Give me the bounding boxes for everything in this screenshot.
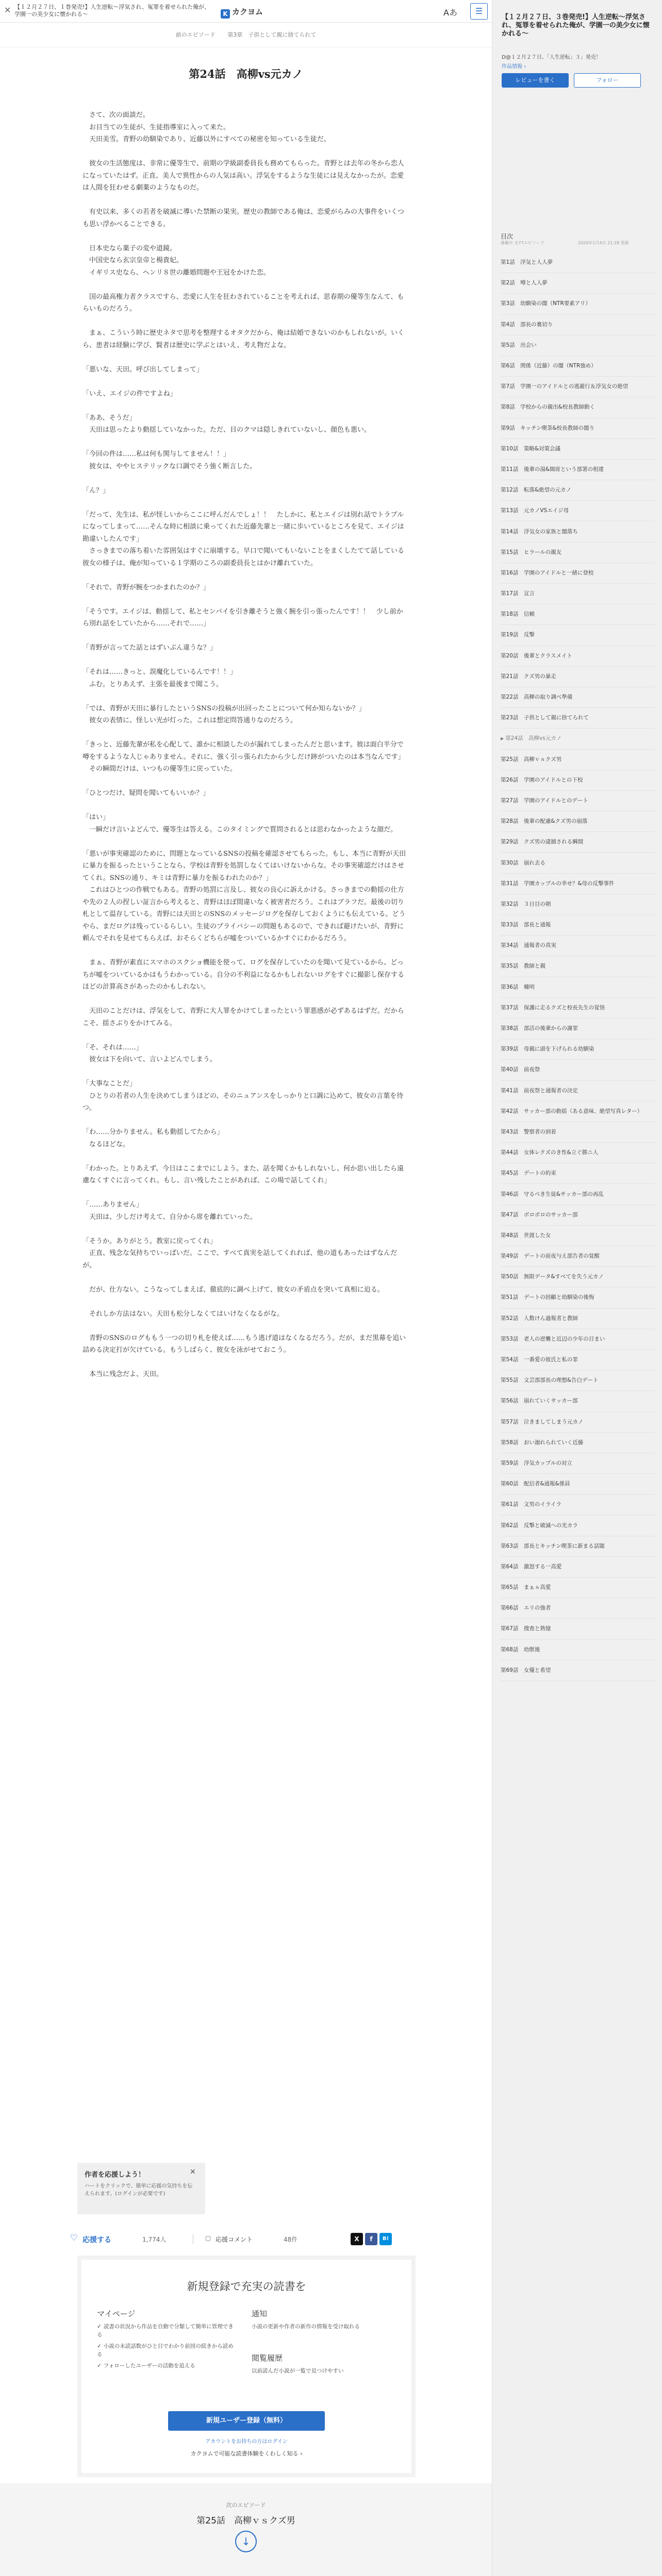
body-paragraph: イギリス史なら、ヘンリ８世の離婚問題や王冠をかけた恋。 [82, 268, 270, 277]
toc-label: 目次 [501, 233, 514, 240]
body-paragraph: まぁ、青野が素直にスマホのスクショ機能を使って、ログを保存していたのを聞いて見ているから、どっちが嘘をついているかはもうわかっている。自分の不利益になるかもしれないログをすぐに撮影し保存するほどの計算高さがあったのかもしれない。 [82, 959, 405, 991]
toc-item[interactable]: 第47話 ボロボロのサッカー部 [501, 1205, 655, 1226]
toc-item[interactable]: 第54話 一番愛の彼氏と私の罪 [501, 1350, 655, 1370]
body-paragraph: 「そ、それは……」 [82, 1043, 143, 1052]
body-paragraph: ひとりの若者の人生を決めてしまうほどの、そのニュアンスをしっかりと口調に込めて、彼女の言葉を待つ。 [82, 1092, 404, 1112]
body-paragraph [82, 376, 409, 388]
body-paragraph: 「ひとつだけ、疑問を聞いてもいいか？」 [82, 789, 210, 797]
body-paragraph: 「はい」 [82, 814, 110, 821]
toc-item[interactable]: 第32話 ３日目の朝 [501, 894, 655, 915]
toc-item[interactable]: 第17話 宣言 [501, 584, 655, 604]
body-paragraph [82, 1320, 409, 1332]
body-paragraph [82, 630, 409, 642]
toc-item[interactable]: 第15話 ヒラールの親友 [501, 543, 655, 563]
toc-item[interactable]: 第38話 部活の後輩からの謝罪 [501, 1019, 655, 1039]
body-paragraph [82, 497, 409, 509]
share-facebook-button[interactable]: f [365, 2233, 377, 2245]
toc-item[interactable]: 第40話 前夜祭 [501, 1060, 655, 1080]
body-paragraph: さっきまでの落ち着いた雰囲気はすぐに崩壊する。早口で聞いてもいないことをまくしたてて話している彼女の様子は、俺が知っている１学期のころの副委員長とはかけ離れていた。 [82, 547, 405, 567]
toc-item[interactable]: 第13話 元カノVSエイジ母 [501, 501, 655, 521]
cheer-count[interactable]: 1,774人 [142, 2236, 167, 2243]
updated-date: 2020年1月4日 21:28 更新 [578, 241, 629, 245]
toc-item[interactable]: 第6話 関係（近藤）の闇（NTR強め） [501, 356, 655, 377]
cheer-author-title: 作者を応援しよう！ [85, 2171, 145, 2179]
body-paragraph: 「わかった。とりあえず、今日はここまでにしよう。また、話を聞くかもしれないし、何か思い出したら遠慮なくすぐに言ってくれ。もし、言い残したことがあれば、この場で話してくれ」 [82, 1164, 404, 1184]
toc-item[interactable]: 第12話 転落&絶望の元カノ [501, 480, 655, 501]
body-paragraph: それしか方法はない。天田も松分しなくてはいけなくなるがな。 [82, 1310, 284, 1318]
toc-item[interactable]: 第3話 幼馴染の闇（NTR要素アリ） [501, 294, 655, 314]
sidebar-work-title[interactable]: 【１２月２７日、３巻発売!】人生逆転〜浮気され、冤罪を着せられた俺が、学園一の美少女に懐かれる〜 [502, 13, 650, 38]
toc-item[interactable]: 第62話 反撃と破滅への光カラ [501, 1515, 655, 1536]
font-settings-button[interactable]: Aあ [443, 8, 457, 18]
body-paragraph: 「きっと、近藤先輩が私を心配して、誰かに相談したのが漏れてしまったんだと思います。彼は面白半分で噂をするような人じゃありません。それに、強く引っ張られたから少しだけ跡がついたのは本当なんです」 [82, 741, 405, 761]
body-paragraph [82, 945, 409, 957]
episode-main [0, 23, 492, 2506]
body-paragraph [82, 654, 409, 667]
toc-item[interactable]: 第65話 まぁｓ高愛 [501, 1578, 655, 1598]
cheer-author-text: ハートをクリックで、簡単に応援の気持ちを伝えられます。(ログインが必要です) [85, 2183, 193, 2197]
toc-item[interactable]: 第19話 反撃 [501, 625, 655, 646]
body-paragraph: 有史以来、多くの若者を破滅に導いた禁断の果実。歴史の教師である俺は、恋愛がらみの大事件をいくつも思い浮かべることできる。 [82, 208, 405, 228]
body-paragraph: だが、仕方ない。こうなってしまえば、徹底的に調べ上げて、彼女の矛盾点を突いて真相に迫る。 [82, 1285, 384, 1294]
history-title: 閲覧履歴 [252, 2353, 283, 2363]
check-icon: ✓ [97, 2343, 102, 2349]
comment-icon: ▢ [205, 2234, 211, 2242]
next-episode-title[interactable]: 第25話 高柳ｖｓクズ男 [196, 2516, 295, 2526]
history-feature: 以前読んだ小説が一覧で見つけやすい [252, 2368, 344, 2374]
toc-item[interactable]: 第57話 泣きましてしまう元カノ [501, 1412, 655, 1433]
toc-item[interactable]: 第11話 後輩の湯&開席という部署の相違 [501, 460, 655, 480]
mypage-feature: ✓ フォローしたユーザーの活動を追える [97, 2363, 195, 2369]
toc-item[interactable]: 第66話 エリの強者 [501, 1598, 655, 1619]
toc-item[interactable]: 第28話 後輩の配慮&クズ男の崩落 [501, 811, 655, 832]
episode-body [82, 109, 409, 1381]
toc-item[interactable]: 第37話 保護に走るクズと校長先生の覚悟 [501, 998, 655, 1019]
check-icon: ✓ [97, 2324, 102, 2330]
body-paragraph: 「悪いな、天田。呼び出してしまって」 [82, 365, 204, 374]
body-paragraph [82, 690, 409, 703]
toc-meta [501, 240, 655, 246]
header-work-title[interactable]: 【１２月２７日、１巻発売!】人生逆転〜浮気され、冤罪を着せられた俺が、学園一の美少女に懐かれる〜 [14, 4, 210, 18]
action-bar [70, 2231, 421, 2247]
toc-item[interactable]: 第49話 デートの前夜与え部告者の覚醒 [501, 1246, 655, 1267]
body-paragraph [82, 569, 409, 582]
sidebar [492, 0, 662, 2576]
toc-item[interactable]: 第58話 おい溺れられていく近藤 [501, 1433, 655, 1453]
body-paragraph: ふむ。とりあえず、主張を最後まで聞こう。 [82, 680, 223, 688]
body-paragraph: 「今回の件は……私は何も関与してません！！」 [82, 450, 230, 458]
episode-nav [0, 23, 492, 47]
toc-item[interactable]: 第44話 女体レクズのき性&立ぐ勝ニ人 [501, 1143, 655, 1163]
toc-item[interactable]: 第55話 文芸部部長の理想&告白デート [501, 1370, 655, 1391]
toc-item[interactable]: 第35話 教師と親 [501, 956, 655, 977]
body-paragraph [82, 194, 409, 207]
notify-feature: 小説の更新や作者の新作の情報を受け取れる [252, 2324, 360, 2330]
toc-item[interactable]: 第29話 クズ男の逮捕される瞬間 [501, 832, 655, 853]
toc-item[interactable]: 第43話 警察者の到着 [501, 1122, 655, 1143]
body-paragraph [82, 279, 409, 291]
body-paragraph: 彼女は下を向いて、言いよどんでしまう。 [82, 1056, 217, 1063]
toc-item[interactable]: 第51話 デートの回顧と幼馴染の後悔 [501, 1287, 655, 1308]
body-paragraph [82, 146, 409, 158]
next-episode-section [0, 2483, 492, 2576]
toc-item[interactable]: 第20話 後輩とクラスメイト [501, 646, 655, 667]
body-paragraph [82, 472, 409, 485]
comment-button[interactable]: 応援コメント [216, 2236, 253, 2243]
body-paragraph [82, 594, 409, 606]
body-paragraph [82, 727, 409, 739]
body-paragraph: お目当ての生徒が、生徒指導室に入って来た。 [82, 123, 230, 131]
close-icon[interactable]: ✕ [190, 2168, 196, 2176]
body-paragraph [82, 836, 409, 848]
body-paragraph: 「では、青野が天田に暴行したというSNSの投稿が出回ったことについて何か知らないか？」 [82, 704, 366, 713]
toc-item[interactable]: 第14話 浮気女の家族と闇落ち [501, 521, 655, 542]
body-paragraph [82, 400, 409, 412]
menu-button[interactable] [470, 3, 488, 20]
body-paragraph [82, 1029, 409, 1042]
logo-icon: K [221, 9, 230, 19]
body-paragraph [82, 1066, 409, 1078]
body-paragraph: 「ああ、そうだ」 [82, 414, 136, 422]
cheer-button[interactable]: 応援する [82, 2236, 111, 2244]
body-paragraph: 中国史なら玄宗皇帝と楊貴妃。 [82, 257, 184, 264]
next-episode-label: 次のエピソード [226, 2502, 266, 2509]
toc-item[interactable]: 第5話 出会い [501, 335, 655, 356]
body-paragraph [82, 1223, 409, 1235]
prev-episode-link[interactable]: 前のエピソード [175, 31, 216, 38]
toc-item[interactable]: 第31話 学園カップルの幸せ？&母の反撃事件 [501, 874, 655, 894]
body-paragraph [82, 1114, 409, 1127]
toc-item[interactable]: 第16話 学園のアイドルと一緒に登校 [501, 563, 655, 584]
toc-item[interactable]: 第56話 崩れていくサッカー部 [501, 1391, 655, 1412]
body-paragraph: 天田は、少しだけ考えて、自分から席を離れていった。 [82, 1213, 257, 1221]
toc-item[interactable]: 第67話 捜査と熟憶 [501, 1619, 655, 1639]
body-paragraph [82, 1296, 409, 1308]
arrow-down-icon[interactable]: ↓ [235, 2531, 257, 2552]
body-paragraph: さて、次の面談だ。 [82, 111, 150, 119]
body-paragraph: 「それで、青野が腕をつかまれたのか？」 [82, 583, 210, 591]
body-paragraph [82, 315, 409, 328]
toc-item[interactable]: 第41話 前夜祭と通報者の決定 [501, 1081, 655, 1101]
body-paragraph: 一瞬だけ言いよどんで、優等生は答える。このタイミングで質問されるとは思わなかったような顔だ。 [82, 825, 398, 834]
notify-title: 通知 [252, 2309, 268, 2318]
learn-more-link[interactable]: カクヨムで可能な読書体験をくわしく知る › [190, 2450, 303, 2457]
body-paragraph: 青野のSNSのログももう一つの切り札を使えば……もう逃げ道はなくなるだろう。だが、まだ黒幕を追い詰める決定打が欠けている。もうしばらく、彼女を泳がせておこう。 [82, 1334, 406, 1354]
toc-list [501, 252, 655, 1681]
toc-item[interactable]: 第52話 人数けん過報者と教師 [501, 1309, 655, 1329]
mypage-feature: ✓ 小説の未読話数がひと目でわかり前回の続きから読める [97, 2343, 234, 2358]
body-paragraph: なるほどな。 [82, 1140, 130, 1148]
toc-item[interactable]: 第60話 配信者&通報&係員 [501, 1474, 655, 1495]
body-paragraph: 本当に残念だよ、天田。 [82, 1370, 163, 1378]
body-paragraph [82, 351, 409, 364]
toc-item[interactable]: 第9話 キッチン喫茶&校長教師の闇り [501, 418, 655, 439]
episode-count: 連載中 全77エピソード [501, 241, 544, 245]
toc-item[interactable]: 第8話 学校からの親出&校長教師動く [501, 397, 655, 418]
mypage-title: マイページ [97, 2309, 136, 2318]
toc-item[interactable]: 第68話 幼獣後 [501, 1640, 655, 1660]
body-paragraph: 天田は思ったより動揺していなかった。ただ、目のクマは隠しきれていないし、顔色も悪い。 [82, 426, 371, 434]
register-button[interactable]: 新規ユーザー登録（無料） [168, 2411, 325, 2431]
check-icon: ✓ [97, 2363, 102, 2369]
body-paragraph: 「わ……分かりません。私も動揺してたから」 [82, 1128, 224, 1136]
body-paragraph: 国の最高権力者クラスですら、恋愛に人生を狂わされていることを考えれば、思春期の優等生なんて、もらいものだろう。 [82, 293, 404, 313]
toc-item[interactable]: 第21話 クズ男の暴走 [501, 667, 655, 687]
toc-item[interactable]: 第34話 通報者の真実 [501, 936, 655, 956]
body-paragraph: 「そうです。エイジは、動揺して、私とセンパイを引き離そうと強く腕を引っ張ったんです！！ 少し前から別れ話をしていたから……それで……」 [82, 607, 403, 628]
body-paragraph: これはひとつの作戦でもある。青野の処罰に言及し、彼女の良心に訴えかける。さっきまでの動揺の仕方や先の２人の捏しい証言から考えると、青野はほぼ間違いなく被害者だろう。これはブラフだ。最後の切り札として温存している。青野には天田とのSNSのメッセージログを保存しておくようにも伝えている。どうやら、まだログは残っているらしい。生徒のプライバシーの問題もあるので、できれば避けたいが、青野に頼んでそれを見せてもらえば、おそらくどちらが嘘をついているかすぐにわかるだろう。 [82, 886, 406, 942]
logo-text: カクヨム [232, 7, 263, 16]
toc-item[interactable]: 第46話 守るべき生徒&サッカー部の再乱 [501, 1184, 655, 1205]
toc-item[interactable]: 第22話 高柳の取り調べ準備 [501, 687, 655, 708]
toc-item[interactable]: 第59話 浮気カップルの対立 [501, 1453, 655, 1474]
body-paragraph: 彼女の生活態度は、非常に優等生で、前期の学級副委員長も務めてもらった。青野とは去年の冬から恋人になっていたはず。正直、美人で異性からの人気は高い。浮気をするような生徒には見えなかったが。恋愛は人間を狂わせる劇薬のようなものだ。 [82, 160, 404, 192]
toc-item[interactable]: 第7話 学園一のアイドルとの逃避行＆浮気女の絶望 [501, 377, 655, 397]
toc-item[interactable]: 第4話 部長の裏切り [501, 315, 655, 335]
close-icon[interactable]: ✕ [4, 5, 11, 15]
body-paragraph: 「そうか。ありがとう。教室に戻ってくれ」 [82, 1237, 217, 1245]
body-paragraph: 天田のことだけは、浮気をして、青野に大人罪をかけてしまったという罪悪感が必ずあるはずだ。だからこそ、揺さぶりをかけてみる。 [82, 1007, 404, 1027]
body-paragraph: 「それは……きっと、誤魔化しているんです！！」 [82, 668, 237, 676]
body-paragraph [82, 800, 409, 812]
body-paragraph [82, 1357, 409, 1369]
toc-item[interactable]: 第36話 種明 [501, 977, 655, 998]
body-paragraph: 「ん？」 [82, 486, 110, 495]
body-paragraph [82, 775, 409, 788]
mypage-feature: ✓ 読書の状況から作品を自動で分類して簡単に管理できる [97, 2324, 234, 2338]
toc-item[interactable]: 第53話 老人の逆襲と近辺の少年の目まい [501, 1329, 655, 1350]
register-box [77, 2256, 416, 2477]
toc-item[interactable]: 第48話 世渡した女 [501, 1226, 655, 1246]
sidebar-author[interactable]: D@１２月２７日、「人生逆転」３」発売！ [502, 55, 601, 60]
follow-button[interactable]: フォロー [574, 73, 641, 88]
toc-item[interactable]: 第69話 女優と希望 [501, 1660, 655, 1681]
body-paragraph: 彼女の表情に、怪しい光が灯った。これは想定問答通りなのだろう。 [82, 717, 297, 724]
share-hatena-button[interactable]: B! [379, 2233, 392, 2245]
toc-item[interactable]: 第23話 子供として親に捨てられて [501, 708, 655, 728]
body-paragraph: 「いえ、エイジの件ですよね」 [82, 389, 177, 398]
toc-item[interactable]: 第1話 浮気と人人夢 [501, 252, 655, 273]
toc-item[interactable]: 第50話 無限データ&すべてを失う元カノ [501, 1267, 655, 1287]
toc-item[interactable]: 第33話 部長と通報 [501, 915, 655, 936]
toc-item[interactable]: 第10話 策略&対策会議 [501, 439, 655, 460]
body-paragraph [82, 436, 409, 449]
body-paragraph [82, 1187, 409, 1199]
body-paragraph [82, 1272, 409, 1284]
toc-item[interactable]: 第45話 デートの約束 [501, 1163, 655, 1184]
work-info-link[interactable]: 作品情報 › [502, 64, 526, 70]
register-title: 新規登録で充実の読書を [187, 2280, 306, 2293]
body-paragraph: その瞬間だけは、いつもの優等生に戻っていた。 [82, 765, 237, 773]
body-paragraph: 「青野が言ってた話とはずいぶん違うな？」 [82, 644, 217, 652]
toc-item[interactable]: 第26話 学園のアイドルとの下校 [501, 770, 655, 791]
toc-item[interactable]: 第18話 信頼 [501, 604, 655, 625]
share-x-button[interactable]: X [351, 2233, 363, 2245]
toc-item[interactable]: 第63話 部長とキッチン喫茶に新まる話題 [501, 1536, 655, 1557]
section-name: 第3章 子供として親に捨てられて [227, 31, 317, 38]
body-paragraph: 「……ありません」 [82, 1201, 143, 1209]
toc-item[interactable]: 第30話 崩れ去る [501, 853, 655, 873]
body-paragraph: 「大事なことだ」 [82, 1080, 137, 1088]
body-paragraph: 「悪いが事実確認のために、問題となっているSNSの投稿を確認させてもらった。もし、本当に青野が天田に暴力を振るったということなら、学校は青野を処罰しなくてはいけないからな。その事実確認だけはさせてくれ。SNSの通り、キミは青野に暴力を振るわれたのか？」 [82, 850, 406, 882]
body-paragraph [82, 230, 409, 243]
toc-item[interactable]: 第39話 母親に頭を下げられる幼馴染 [501, 1039, 655, 1060]
body-paragraph: 彼女は、ややヒステリックな口調でそう強く断言した。 [82, 462, 257, 470]
toc-item[interactable]: 第25話 高柳ｖｓクズ男 [501, 750, 655, 770]
kakuyomu-logo[interactable] [221, 6, 263, 19]
episode-title: 第24話 高柳vs元カノ [189, 67, 303, 80]
body-paragraph: 正直、残念な気持ちでいっぱいだ。ここで、すべて真実を話してくれれば、他の道もあったはずなんだが。 [82, 1249, 398, 1269]
body-paragraph: 天田美雪。青野の幼馴染であり、近藤以外にすべての秘密を知っている生徒だ。 [82, 135, 330, 143]
heart-icon[interactable]: ♡ [70, 2233, 78, 2243]
toc-item[interactable]: 第27話 学園のアイドルとのデート [501, 791, 655, 811]
body-paragraph: 「だって、先生は、私が怪しいからここに呼んだんでしょ！！ たしかに、私とエイジは別れ話でトラブルになってしまって……そんな時に相談に乗ってくれた近藤先輩と一緒に歩いているところを見て、エイジは勘違いしたんです」 [82, 511, 404, 543]
menu-icon: ☰ [475, 6, 483, 16]
toc-item[interactable]: 第61話 文男のイライラ [501, 1495, 655, 1515]
cheer-author-box [77, 2163, 205, 2214]
toc-item[interactable]: 第2話 噂と人人夢 [501, 273, 655, 294]
body-paragraph: まぁ、こういう時に歴史ネタで思考を整理するオタクだから、俺は結婚できないのかもしれないが。いくら、患者は経験に学び、賢者は歴史に学ぶとはいえ、考え物だよな。 [82, 329, 405, 349]
toc-item[interactable]: ▶ 第24話 高柳vs元カノ [501, 728, 655, 749]
toc-item[interactable]: 第42話 サッカー部の動揺（ある意味、絶望写真レター） [501, 1101, 655, 1122]
login-link[interactable]: アカウントをお持ちの方はログイン [205, 2439, 288, 2445]
body-paragraph [82, 993, 409, 1006]
body-paragraph: 日本史なら薬子の変や道鏡。 [82, 244, 177, 252]
toc-item[interactable]: 第64話 激怒する一高愛 [501, 1557, 655, 1578]
comment-count[interactable]: 48件 [284, 2236, 298, 2243]
body-paragraph [82, 1150, 409, 1163]
review-button[interactable]: レビューを書く [502, 73, 569, 88]
